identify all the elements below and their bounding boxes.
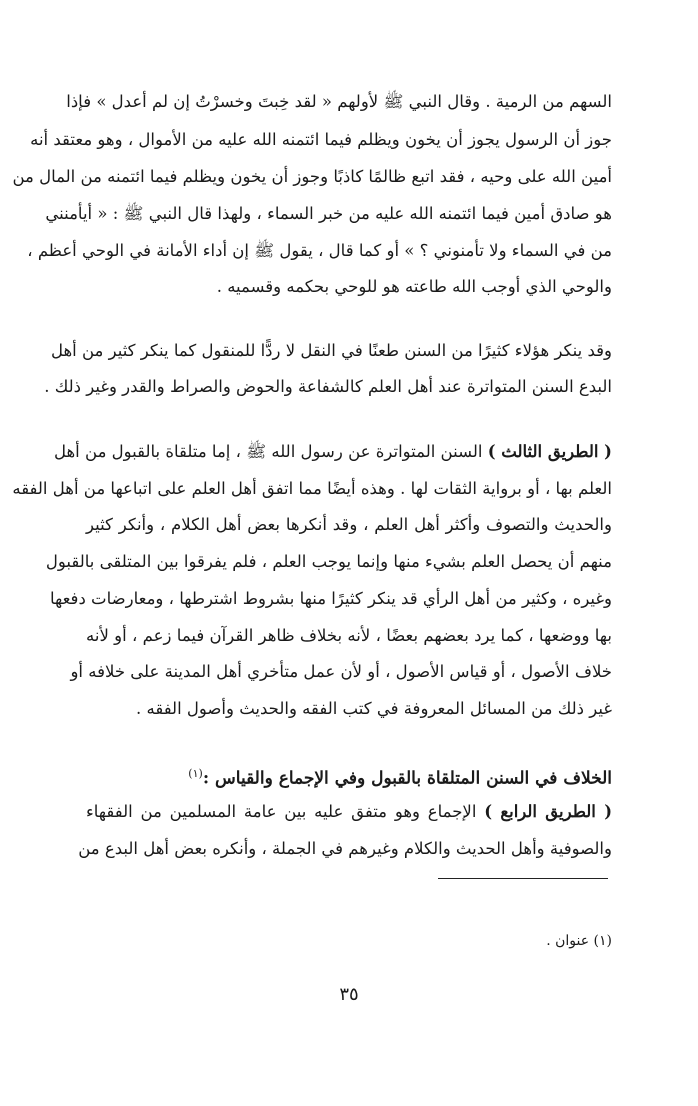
paragraph-3-line-6: بها ووضعها ، كما يرد بعضهم بعضًا ، لأنه بخلاف ظاهر القرآن فيما زعم ، أو لأنه — [86, 626, 612, 645]
paragraph-3-label: ( الطريق الثالث ) — [487, 442, 612, 461]
paragraph-4-line-1 — [86, 793, 612, 831]
paragraph-1-line-1: السهم من الرمية . وقال النبي ﷺ لأولهم « لقد خِبتَ وخسرْتُ إن لم أعدل » فإذا — [66, 92, 612, 111]
page-number: ٣٥ — [339, 984, 359, 1005]
paragraph-4-line-2: والصوفية وأهل الحديث والكلام وغيرهم في الجملة ، وأنكره بعض أهل البدع من — [78, 839, 612, 858]
paragraph-3-line-5: وغيره ، وكثير من أهل الرأي قد ينكر كثيرًا منها بشروط اشترطها ، ومعارضات دفعها — [49, 589, 612, 608]
footnote-separator — [438, 878, 608, 879]
paragraph-1-line-3: أمين الله على وحيه ، فقد اتبع ظالمًا كاذبًا وجوز أن يخون ويظلم فيما ائتمنه من المال من — [12, 167, 612, 186]
section-heading-text: الخلاف في السنن المتلقاة بالقبول وفي الإجماع والقياس : — [202, 768, 612, 789]
paragraph-3-line-4: منهم أن يحصل العلم بشيء منها وإنما يوجب العلم ، فلم يفرقوا بين المتلقى بالقبول — [45, 552, 612, 571]
paragraph-4-first-line-text: الإجماع وهو متفق عليه بين عامة المسلمين من الفقهاء — [86, 802, 477, 821]
paragraph-1-line-6: والوحي الذي أوجب الله طاعته هو للوحي بحكمه وقسميه . — [216, 277, 612, 296]
paragraph-3-line-3: والحديث والتصوف وأكثر أهل العلم ، وقد أنكرها بعض أهل الكلام ، وأنكر كثير — [86, 515, 612, 534]
paragraph-4-label: ( الطريق الرابع ) — [484, 802, 612, 821]
section-heading — [86, 755, 612, 793]
paragraph-2-line-1: وقد ينكر هؤلاء كثيرًا من السنن طعنًا في النقل لا ردًّا للمنقول كما ينكر كثير من أهل — [50, 341, 612, 360]
paragraph-3-first-line-text: السنن المتواترة عن رسول الله ﷺ ، إما متلقاة بالقبول من أهل — [53, 442, 483, 461]
paragraph-3-line-7: خلاف الأصول ، أو قياس الأصول ، أو لأن عمل متأخري أهل المدينة على خلافه أو — [70, 662, 612, 681]
paragraph-1-line-4: هو صادق أمين فيما ائتمنه الله عليه من خبر السماء ، ولهذا قال النبي ﷺ : « أيأمنني — [45, 204, 612, 223]
paragraph-1-line-2: جوز أن الرسول يجوز أن يخون ويظلم فيما ائتمنه الله عليه من الأموال ، وهو معتقد أنه — [30, 130, 612, 149]
paragraph-3-line-1 — [53, 433, 612, 471]
paragraph-3-line-8: غير ذلك من المسائل المعروفة في كتب الفقه والحديث وأصول الفقه . — [136, 699, 612, 718]
section-heading-footnote-ref: (١) — [188, 767, 203, 780]
paragraph-3-line-2: العلم بها ، أو برواية الثقات لها . وهذه أيضًا مما اتفق أهل العلم على اتباعها من أهل الفقه — [12, 479, 612, 498]
paragraph-2-line-2: البدع السنن المتواترة عند أهل العلم كالشفاعة والحوض والصراط والقدر وغير ذلك . — [44, 377, 612, 396]
footnote: (١) عنوان . — [546, 933, 612, 949]
paragraph-1-line-5: من في السماء ولا تأمنوني ؟ » أو كما قال ، يقول ﷺ إن أداء الأمانة في الوحي أعظم ، — [27, 241, 612, 260]
